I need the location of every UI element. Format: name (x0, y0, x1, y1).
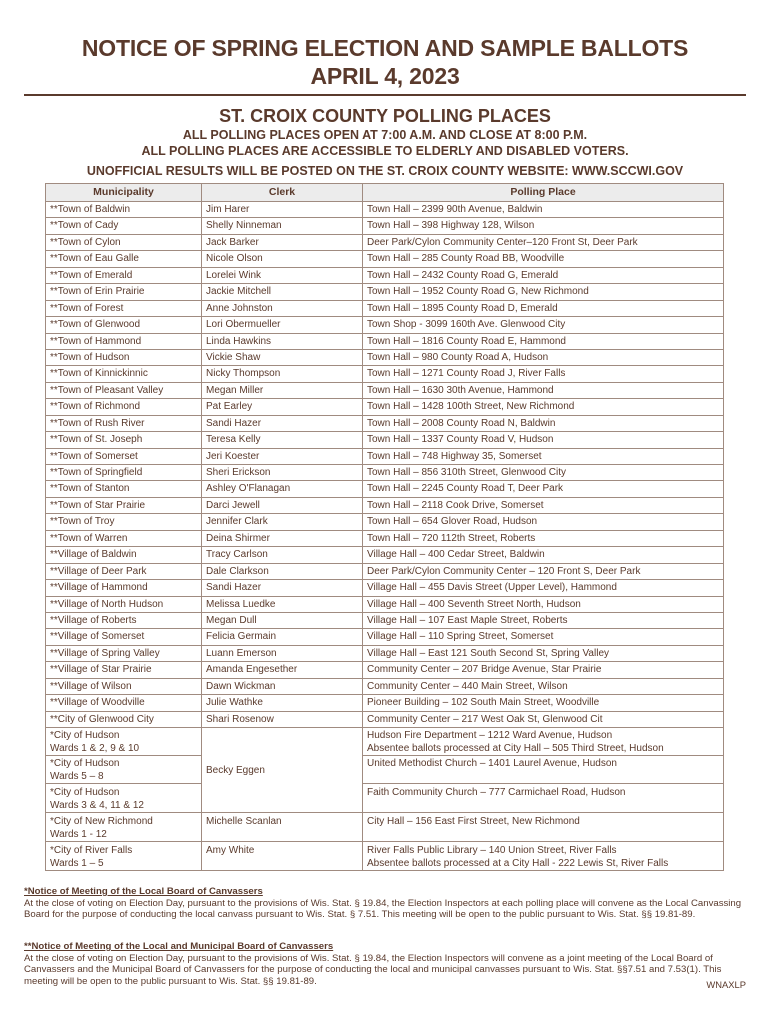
polling-place-cell: Town Hall – 2245 County Road T, Deer Park (363, 481, 724, 497)
polling-place-cell (363, 813, 724, 842)
municipality-cell: **Town of Erin Prairie (46, 284, 202, 300)
municipality-cell: **Town of Troy (46, 514, 202, 530)
table-row (46, 695, 724, 711)
table-row (46, 399, 724, 415)
clerk-cell: Sandi Hazer (202, 580, 363, 596)
municipality-cell (46, 842, 202, 871)
table-row (46, 415, 724, 431)
polling-place-cell: Community Center – 217 West Oak St, Glenwood Cit (363, 711, 724, 727)
local-board-notice (24, 886, 746, 921)
table-row (46, 547, 724, 563)
municipality-cell: **Town of Richmond (46, 399, 202, 415)
municipality-line: *City of New Richmond (50, 816, 153, 827)
municipality-cell: **Village of Spring Valley (46, 645, 202, 661)
clerk-cell: Lori Obermueller (202, 317, 363, 333)
polling-place-header: Polling Place (363, 184, 724, 202)
clerk-cell: Ashley O'Flanagan (202, 481, 363, 497)
municipality-cell: **Town of Emerald (46, 267, 202, 283)
polling-place-cell: Village Hall – East 121 South Second St, Spring Valley (363, 645, 724, 661)
table-row (46, 382, 724, 398)
municipality-cell: **Village of Deer Park (46, 563, 202, 579)
municipality-cell: **Village of Somerset (46, 629, 202, 645)
clerk-cell: Lorelei Wink (202, 267, 363, 283)
absentee-line: Absentee ballots processed at City Hall – 505 Third Street, Hudson (367, 743, 664, 754)
clerk-cell: Michelle Scanlan (202, 813, 363, 842)
table-header-row (46, 184, 724, 202)
clerk-cell: Dale Clarkson (202, 563, 363, 579)
table-row (46, 284, 724, 300)
municipality-cell: **Village of Roberts (46, 612, 202, 628)
municipality-cell: **Village of Wilson (46, 678, 202, 694)
clerk-cell: Jack Barker (202, 234, 363, 250)
clerk-cell: Jim Harer (202, 202, 363, 218)
absentee-line: Absentee ballots processed at a City Hall - 222 Lewis St, River Falls (367, 858, 669, 869)
table-row (46, 629, 724, 645)
municipality-cell: **Village of North Hudson (46, 596, 202, 612)
table-row (46, 202, 724, 218)
polling-place-cell: Town Hall – 2008 County Road N, Baldwin (363, 415, 724, 431)
table-row (46, 234, 724, 250)
local-board-body: At the close of voting on Election Day, pursuant to the provisions of Wis. Stat. § 19.84, the Election Inspectors at each polling place will convene as the Local Canvassing Board for the purpose of conducting the local canvass pursuant to Wis. Stat. § 7.51. This meeting will be open to the public pursuant to Wis. Stat. §§ 19.81-89. (24, 897, 742, 921)
municipality-line: *City of River Falls (50, 845, 133, 856)
polling-place-cell: Town Hall – 1895 County Road D, Emerald (363, 300, 724, 316)
municipality-cell: **Village of Star Prairie (46, 662, 202, 678)
municipality-cell (46, 756, 202, 784)
joint-board-body: At the close of voting on Election Day, pursuant to the provisions of Wis. Stat. § 19.84, the Election Inspectors will convene as a joint meeting of the Local Board of Canvassers and the Municipal Board of Canvassers for the purpose of conducting the local and municipal canvasses pursuant to Wis. Stat. §§7.51 and 7.53(1). This meeting will be open to the public pursuant to Wis. Stat. §§ 19.81-89. (24, 952, 722, 987)
clerk-cell: Linda Hawkins (202, 333, 363, 349)
clerk-cell: Jackie Mitchell (202, 284, 363, 300)
clerk-cell: Jeri Koester (202, 448, 363, 464)
wards-line: Wards 3 & 4, 11 & 12 (50, 800, 144, 811)
municipality-cell: **City of Glenwood City (46, 711, 202, 727)
polling-place-line: United Methodist Church – 1401 Laurel Avenue, Hudson (367, 758, 617, 769)
polling-place-cell (363, 728, 724, 756)
table-row (46, 784, 724, 813)
clerk-cell: Jennifer Clark (202, 514, 363, 530)
clerk-cell: Anne Johnston (202, 300, 363, 316)
municipality-line: *City of Hudson (50, 787, 120, 798)
clerk-cell: Nicole Olson (202, 251, 363, 267)
wards-line: Wards 1 & 2, 9 & 10 (50, 743, 140, 754)
table-row (46, 267, 724, 283)
table-row (46, 317, 724, 333)
clerk-cell: Sandi Hazer (202, 415, 363, 431)
polling-place-cell: Town Hall – 1952 County Road G, New Richmond (363, 284, 724, 300)
local-board-heading: *Notice of Meeting of the Local Board of Canvassers (24, 886, 263, 897)
polling-place-cell: Town Hall – 285 County Road BB, Woodville (363, 251, 724, 267)
clerk-cell: Nicky Thompson (202, 366, 363, 382)
polling-place-cell: Town Hall – 1337 County Road V, Hudson (363, 432, 724, 448)
clerk-cell: Sheri Erickson (202, 465, 363, 481)
wards-line: Wards 1 – 5 (50, 858, 104, 869)
hours-line-1: ALL POLLING PLACES OPEN AT 7:00 A.M. AND CLOSE AT 8:00 P.M. (182, 128, 588, 142)
municipality-cell (46, 784, 202, 813)
polling-place-cell: Village Hall – 110 Spring Street, Somerset (363, 629, 724, 645)
table-row (46, 251, 724, 267)
table-row (46, 645, 724, 661)
polling-place-cell: Town Hall – 720 112th Street, Roberts (363, 530, 724, 546)
table-row (46, 218, 724, 234)
table-row (46, 596, 724, 612)
municipality-cell: **Town of Stanton (46, 481, 202, 497)
municipality-cell: **Village of Baldwin (46, 547, 202, 563)
title-line-1: NOTICE OF SPRING ELECTION AND SAMPLE BALLOTS (81, 35, 689, 61)
polling-place-cell: Community Center – 440 Main Street, Wilson (363, 678, 724, 694)
municipality-cell: **Town of Forest (46, 300, 202, 316)
table-row (46, 300, 724, 316)
wards-line: Wards 1 - 12 (50, 829, 107, 840)
clerk-cell: Becky Eggen (202, 728, 363, 813)
municipality-cell: **Town of St. Joseph (46, 432, 202, 448)
polling-place-cell: Community Center – 207 Bridge Avenue, Star Prairie (363, 662, 724, 678)
municipality-cell: **Town of Cady (46, 218, 202, 234)
table-row (46, 728, 724, 756)
polling-place-cell (363, 756, 724, 784)
municipality-cell: **Town of Kinnickinnic (46, 366, 202, 382)
clerk-cell: Amy White (202, 842, 363, 871)
municipality-cell (46, 813, 202, 842)
publication-code: WNAXLP (706, 979, 746, 990)
polling-place-line: River Falls Public Library – 140 Union Street, River Falls (367, 845, 617, 856)
polling-place-cell: Town Hall – 2118 Cook Drive, Somerset (363, 497, 724, 513)
hours-line-2: ALL POLLING PLACES ARE ACCESSIBLE TO ELDERLY AND DISABLED VOTERS. (141, 144, 629, 158)
municipality-cell: **Town of Glenwood (46, 317, 202, 333)
polling-place-cell: Town Hall – 1816 County Road E, Hammond (363, 333, 724, 349)
clerk-cell: Megan Dull (202, 612, 363, 628)
table-row (46, 366, 724, 382)
clerk-cell: Felicia Germain (202, 629, 363, 645)
table-row (46, 349, 724, 365)
hours-notice (24, 127, 746, 159)
clerk-cell: Deina Shirmer (202, 530, 363, 546)
polling-place-cell: Town Hall – 1630 30th Avenue, Hammond (363, 382, 724, 398)
table-row (46, 563, 724, 579)
polling-place-cell: Town Hall – 1428 100th Street, New Richmond (363, 399, 724, 415)
polling-places-table (45, 183, 724, 871)
clerk-cell: Julie Wathke (202, 695, 363, 711)
polling-place-cell: Pioneer Building – 102 South Main Street, Woodville (363, 695, 724, 711)
table-row (46, 497, 724, 513)
polling-place-cell: Town Hall – 398 Highway 128, Wilson (363, 218, 724, 234)
clerk-cell: Melissa Luedke (202, 596, 363, 612)
clerk-cell: Shari Rosenow (202, 711, 363, 727)
municipality-cell: **Town of Pleasant Valley (46, 382, 202, 398)
municipality-cell: **Town of Warren (46, 530, 202, 546)
municipality-cell: **Town of Star Prairie (46, 497, 202, 513)
municipality-cell: **Town of Hudson (46, 349, 202, 365)
clerk-header: Clerk (202, 184, 363, 202)
municipality-cell: **Town of Hammond (46, 333, 202, 349)
table-row (46, 580, 724, 596)
clerk-cell: Pat Earley (202, 399, 363, 415)
title-line-2: APRIL 4, 2023 (310, 63, 460, 89)
polling-place-cell: Village Hall – 400 Cedar Street, Baldwin (363, 547, 724, 563)
municipality-cell: **Village of Woodville (46, 695, 202, 711)
polling-place-cell: Deer Park/Cylon Community Center–120 Front St, Deer Park (363, 234, 724, 250)
table-row (46, 711, 724, 727)
notice-title (24, 34, 746, 90)
table-row (46, 612, 724, 628)
polling-place-cell: Town Hall – 2432 County Road G, Emerald (363, 267, 724, 283)
municipality-cell: **Village of Hammond (46, 580, 202, 596)
polling-place-cell: Village Hall – 455 Davis Street (Upper Level), Hammond (363, 580, 724, 596)
table-row (46, 678, 724, 694)
municipality-header: Municipality (46, 184, 202, 202)
table-row (46, 481, 724, 497)
joint-board-notice (24, 941, 746, 987)
table-row (46, 756, 724, 784)
polling-places-heading: ST. CROIX COUNTY POLLING PLACES (219, 106, 551, 126)
polling-place-cell: Town Hall – 856 310th Street, Glenwood City (363, 465, 724, 481)
title-divider (24, 94, 746, 96)
polling-place-cell: Town Hall – 748 Highway 35, Somerset (363, 448, 724, 464)
polling-place-cell: Deer Park/Cylon Community Center – 120 Front S, Deer Park (363, 563, 724, 579)
joint-board-heading: **Notice of Meeting of the Local and Municipal Board of Canvassers (24, 941, 334, 952)
municipality-line: *City of Hudson (50, 730, 120, 741)
clerk-cell: Tracy Carlson (202, 547, 363, 563)
clerk-cell: Dawn Wickman (202, 678, 363, 694)
polling-place-cell (363, 784, 724, 813)
municipality-cell: **Town of Springfield (46, 465, 202, 481)
clerk-cell: Luann Emerson (202, 645, 363, 661)
polling-place-cell: Town Hall – 654 Glover Road, Hudson (363, 514, 724, 530)
polling-place-line: City Hall – 156 East First Street, New Richmond (367, 816, 580, 827)
municipality-line: *City of Hudson (50, 758, 120, 769)
table-row (46, 432, 724, 448)
polling-place-cell: Town Shop - 3099 160th Ave. Glenwood City (363, 317, 724, 333)
municipality-cell: **Town of Somerset (46, 448, 202, 464)
table-row (46, 465, 724, 481)
clerk-cell: Darci Jewell (202, 497, 363, 513)
results-notice: UNOFFICIAL RESULTS WILL BE POSTED ON THE ST. CROIX COUNTY WEBSITE: WWW.SCCWI.GOV (86, 164, 684, 178)
municipality-cell (46, 728, 202, 756)
table-row (46, 530, 724, 546)
municipality-cell: **Town of Cylon (46, 234, 202, 250)
polling-place-line: Hudson Fire Department – 1212 Ward Avenue, Hudson (367, 730, 613, 741)
clerk-cell: Amanda Engesether (202, 662, 363, 678)
table-row (46, 842, 724, 871)
polling-place-cell: Town Hall – 1271 County Road J, River Falls (363, 366, 724, 382)
table-row (46, 333, 724, 349)
clerk-cell: Megan Miller (202, 382, 363, 398)
polling-place-line: Faith Community Church – 777 Carmichael Road, Hudson (367, 787, 626, 798)
polling-place-cell: Village Hall – 400 Seventh Street North, Hudson (363, 596, 724, 612)
table-row (46, 813, 724, 842)
clerk-cell: Teresa Kelly (202, 432, 363, 448)
table-row (46, 448, 724, 464)
municipality-cell: **Town of Rush River (46, 415, 202, 431)
polling-place-cell: Village Hall – 107 East Maple Street, Roberts (363, 612, 724, 628)
clerk-cell: Shelly Ninneman (202, 218, 363, 234)
municipality-cell: **Town of Baldwin (46, 202, 202, 218)
municipality-cell: **Town of Eau Galle (46, 251, 202, 267)
polling-place-cell (363, 842, 724, 871)
clerk-cell: Vickie Shaw (202, 349, 363, 365)
polling-place-cell: Town Hall – 980 County Road A, Hudson (363, 349, 724, 365)
table-row (46, 514, 724, 530)
polling-place-cell: Town Hall – 2399 90th Avenue, Baldwin (363, 202, 724, 218)
wards-line: Wards 5 – 8 (50, 771, 104, 782)
table-row (46, 662, 724, 678)
